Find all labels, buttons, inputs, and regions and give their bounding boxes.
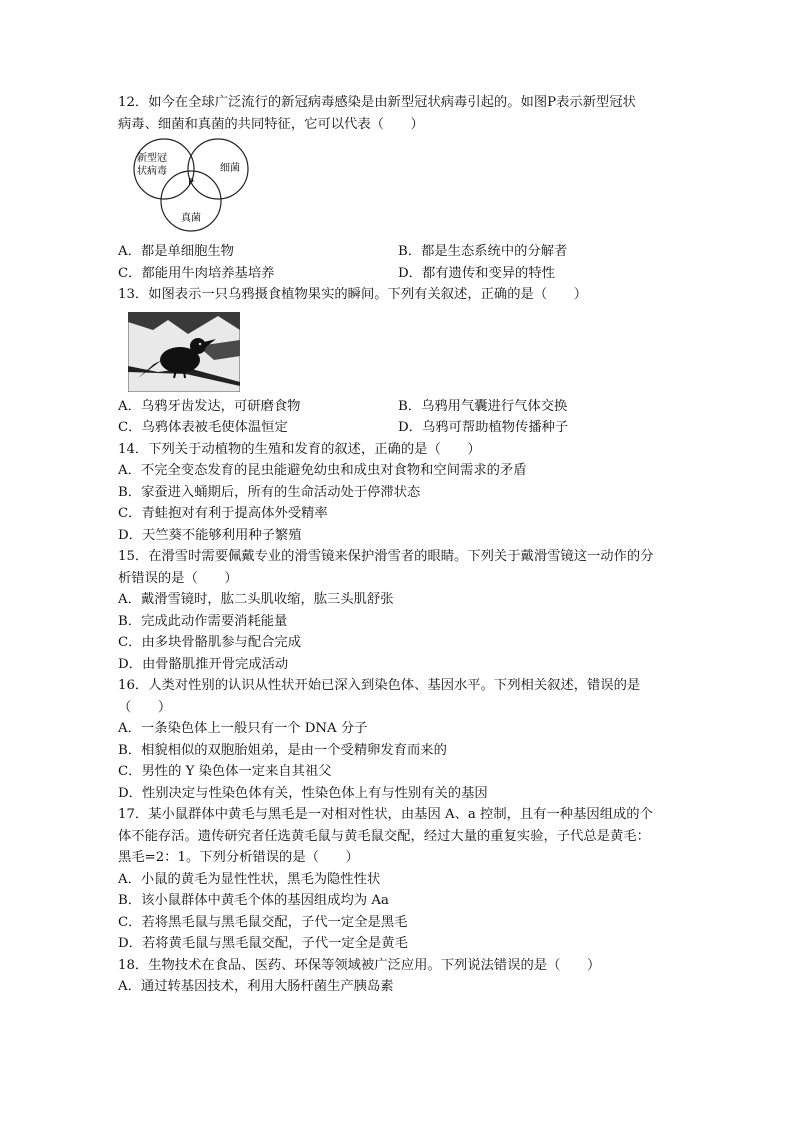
q15-option-c: C．由多块骨骼肌参与配合完成 bbox=[118, 635, 302, 650]
q15-option-a: A．戴滑雪镜时，肱二头肌收缩，肱三头肌舒张 bbox=[118, 592, 394, 607]
venn-label-virus-1: 新型冠 bbox=[137, 153, 167, 164]
q13-option-a: A．乌鸦牙齿发达，可研磨食物 bbox=[118, 398, 301, 414]
question-content bbox=[118, 92, 684, 998]
q12-option-d: D．都有遗传和变异的特性 bbox=[398, 265, 555, 281]
q12-option-b: B．都是生态系统中的分解者 bbox=[398, 244, 568, 259]
q12-options-row1 bbox=[118, 241, 684, 263]
venn-diagram bbox=[118, 137, 684, 237]
q12-option-a: A．都是单细胞生物 bbox=[118, 244, 234, 259]
q17-stem-line1: 17．某小鼠群体中黄毛与黑毛是一对相对性状，由基因 A、a 控制，且有一种基因组成的个 bbox=[118, 807, 653, 822]
q15-stem-line1: 15．在滑雪时需要佩戴专业的滑雪镜来保护滑雪者的眼睛。下列关于戴滑雪镜这一动作的分 bbox=[118, 549, 654, 564]
q13-option-d: D．乌鸦可帮助植物传播种子 bbox=[398, 420, 569, 435]
question-15 bbox=[118, 546, 684, 675]
q17-stem-line2: 体不能存活。遗传研究者任选黄毛鼠与黄毛鼠交配，经过大量的重复实验，子代总是黄毛： bbox=[118, 828, 650, 844]
question-17 bbox=[118, 804, 684, 955]
q14-stem: 14．下列关于动植物的生殖和发育的叙述，正确的是（ ） bbox=[118, 441, 481, 457]
venn-label-fungi: 真菌 bbox=[181, 213, 201, 224]
q13-option-c: C．乌鸦体表被毛使体温恒定 bbox=[118, 420, 288, 435]
q12-stem-line1: 12．如今在全球广泛流行的新冠病毒感染是由新型冠状病毒引起的。如图P表示新型冠状 bbox=[118, 95, 636, 110]
q12-options-row2 bbox=[118, 263, 684, 285]
q15-option-d: D．由骨骼肌推开骨完成活动 bbox=[118, 656, 289, 672]
q14-option-c: C．青蛙抱对有利于提高体外受精率 bbox=[118, 506, 328, 521]
q16-stem-line1: 16．人类对性别的认识从性状开始已深入到染色体、基因水平。下列相关叙述，错误的是 bbox=[118, 678, 641, 693]
venn-label-bacteria: 细菌 bbox=[220, 163, 240, 174]
q18-stem: 18．生物技术在食品、医药、环保等领域被广泛应用。下列说法错误的是（ ） bbox=[118, 957, 601, 973]
q15-stem-line2: 析错误的是（ ） bbox=[118, 570, 238, 586]
q16-option-b: B．相貌相似的双胞胎姐弟，是由一个受精卵发育而来的 bbox=[118, 742, 447, 758]
q17-option-a: A．小鼠的黄毛为显性性状，黑毛为隐性性状 bbox=[118, 871, 381, 887]
question-13 bbox=[118, 284, 684, 439]
q17-stem-line3: 黑毛=2：1。下列分析错误的是（ ） bbox=[118, 850, 359, 865]
q13-option-b: B．乌鸦用气囊进行气体交换 bbox=[398, 398, 568, 414]
q16-option-c: C．男性的 Y 染色体一定来自其祖父 bbox=[118, 764, 332, 779]
q17-option-b: B．该小鼠群体中黄毛个体的基因组成均为 Aa bbox=[118, 893, 389, 908]
q18-option-a: A．通过转基因技术，利用大肠杆菌生产胰岛素 bbox=[118, 979, 394, 994]
q13-options-row2 bbox=[118, 417, 684, 439]
venn-label-virus-2: 状病毒 bbox=[137, 166, 167, 177]
q15-option-b: B．完成此动作需要消耗能量 bbox=[118, 613, 288, 629]
question-14 bbox=[118, 439, 684, 547]
question-18 bbox=[118, 955, 684, 998]
q17-option-c: C．若将黑毛鼠与黑毛鼠交配，子代一定全是黑毛 bbox=[118, 914, 408, 930]
q12-stem-line2: 病毒、细菌和真菌的共同特征，它可以代表（ ） bbox=[118, 116, 424, 132]
q17-option-d: D．若将黄毛鼠与黑毛鼠交配，子代一定全是黄毛 bbox=[118, 936, 408, 951]
q14-option-b: B．家蚕进入蛹期后，所有的生命活动处于停滞状态 bbox=[118, 484, 421, 500]
question-12 bbox=[118, 92, 684, 284]
venn-label-p: P bbox=[188, 178, 194, 188]
question-16 bbox=[118, 675, 684, 804]
q16-option-d: D．性别决定与性染色体有关，性染色体上有与性别有关的基因 bbox=[118, 785, 488, 801]
q13-stem: 13．如图表示一只乌鸦摄食植物果实的瞬间。下列有关叙述，正确的是（ ） bbox=[118, 287, 588, 302]
q13-options-row1 bbox=[118, 396, 684, 418]
q12-option-c: C．都能用牛肉培养基培养 bbox=[118, 265, 275, 281]
q14-option-a: A．不完全变态发育的昆虫能避免幼虫和成虫对食物和空间需求的矛盾 bbox=[118, 463, 527, 478]
q14-option-d: D．天竺葵不能够利用种子繁殖 bbox=[118, 527, 302, 543]
q16-stem-line2: （ ） bbox=[118, 699, 172, 715]
q16-option-a: A．一条染色体上一般只有一个 DNA 分子 bbox=[118, 721, 368, 736]
crow-photo bbox=[128, 312, 240, 392]
